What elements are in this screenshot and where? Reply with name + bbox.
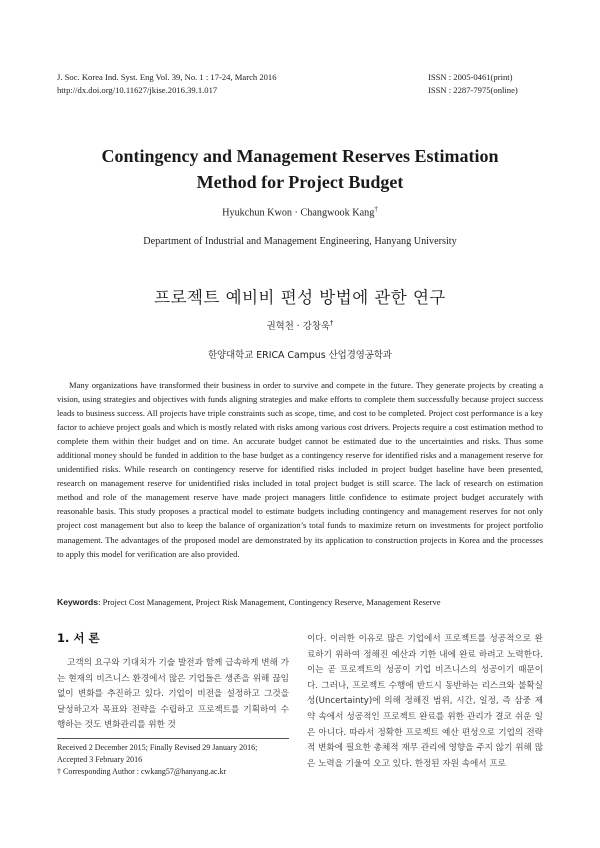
section-heading-introduction: 1. 서 론 [57,631,100,645]
korean-affiliation: 한양대학교 ERICA Campus 산업경영공학과 [208,350,392,361]
keywords-label: Keywords [57,597,99,607]
journal-header [57,71,277,96]
corresponding-author[interactable]: † Corresponding Author : cwkang57@hanyang.ac.kr [57,767,227,777]
korean-author-names: 권혁천 · 강창욱 [266,321,330,332]
korean-title: 프로젝트 예비비 편성 방법에 관한 연구 [154,288,446,307]
english-title-line-1: Contingency and Management Reserves Estimation [101,146,499,166]
korean-corresponding-mark: † [329,318,334,327]
corresponding-mark: † [374,205,378,213]
footnote-divider [57,738,289,739]
issn-online: ISSN : 2287-7975(online) [428,84,518,95]
english-title-line-2: Method for Project Budget [196,172,404,192]
accepted-date: Accepted 3 February 2016 [57,755,143,765]
journal-citation: J. Soc. Korea Ind. Syst. Eng Vol. 39, No. 1 : 17-24, March 2016 [57,72,277,82]
issn-print: ISSN : 2005-0461(print) [428,72,513,82]
footnote [57,742,297,779]
received-dates: Received 2 December 2015; Finally Revised 29 January 2016; [57,743,258,752]
english-title [40,143,560,195]
korean-authors [40,318,560,332]
english-affiliation: Department of Industrial and Management Engineering, Hanyang University [143,236,457,247]
english-authors [40,205,560,218]
body-right-column: 이다. 이러한 이유로 많은 기업에서 프로젝트를 성공적으로 완료하기 위하여 정해진 예산과 기한 내에 완료 하려고 노력한다. 이는 곧 프로젝트의 성공이 기업 비즈니스의 성공이기 때문이다. 그러나, 프로젝트 수행에 반드시 동반하는 리스크와 불확실성(Uncertainty)에 의해 정해진 범위, 시간, 일정, 즉 삼중 제약 속에서 성공적인 프로젝트 완료를 위한 관리가 결코 쉬운 일은 아니다. 따라서 정확한 프로젝트 예산 편성으로 기업의 전략적 변화에 필요한 총체적 재무 관리에 영향을 주지 않기 위해 많은 노력을 기울여 오고 있다. 한정된 자원 속에서 프로 [307,634,543,769]
doi-link[interactable]: http://dx.doi.org/10.11627/jkise.2016.39.1.017 [57,84,218,95]
keywords-list: : Project Cost Management, Project Risk Management, Contingency Reserve, Management Reserve [98,597,441,607]
abstract: Many organizations have transformed their business in order to survive and compete in the future. They generate projects by creating a vision, using strategies and objectives with funds aligning strategies and make efforts to complete them successfully because project success leads to business success. All projects have triple constraints such as scope, time, and cost to be completed. Project cost performance is a key factor to achieve project goals and which is mostly related with risks among various cost drivers. Projects require a cost estimation method to complete them within their budget and on time. An accurate budget cannot be estimated due to the uncertainties and risks. Thus some additional money should be funded in addition to the base budget as a contingency reserve for identified risks and a management reserve for unidentified risks. While research on contingency reserve for identified risks included in project budget baseline have been presented, research on management reserve for unidentified risks included in total project budget is still scarce. The lack of research on estimation method and role of the management reserve have made project managers little confidence to estimate project budget accurately with reasonable basis. This study proposes a practical model to estimate budgets including contingency and management reserves for not only project cost management but also to keep the balance of organization’s total funds to maximize return on investments for project portfolio management. The advantages of the proposed model are demonstrated by its application to construction projects in Korea and the processes to apply this model for verification are also provided. [57,380,543,559]
keywords [57,597,547,607]
body-left-column: 고객의 요구와 기대치가 기술 발전과 함께 급속하게 변해 가는 현재의 비즈니스 환경에서 많은 기업들은 생존을 위해 끊임없이 변화를 추진하고 있다. 기업이 비전을 설정하고 그것을 달성하고자 목표와 전략을 수립하고 프로젝트를 기획하여 수행하는 것도 변화관리를 위한 것 [57,658,289,731]
english-author-names: Hyukchun Kwon · Changwook Kang [222,207,375,219]
issn-header [428,71,518,96]
